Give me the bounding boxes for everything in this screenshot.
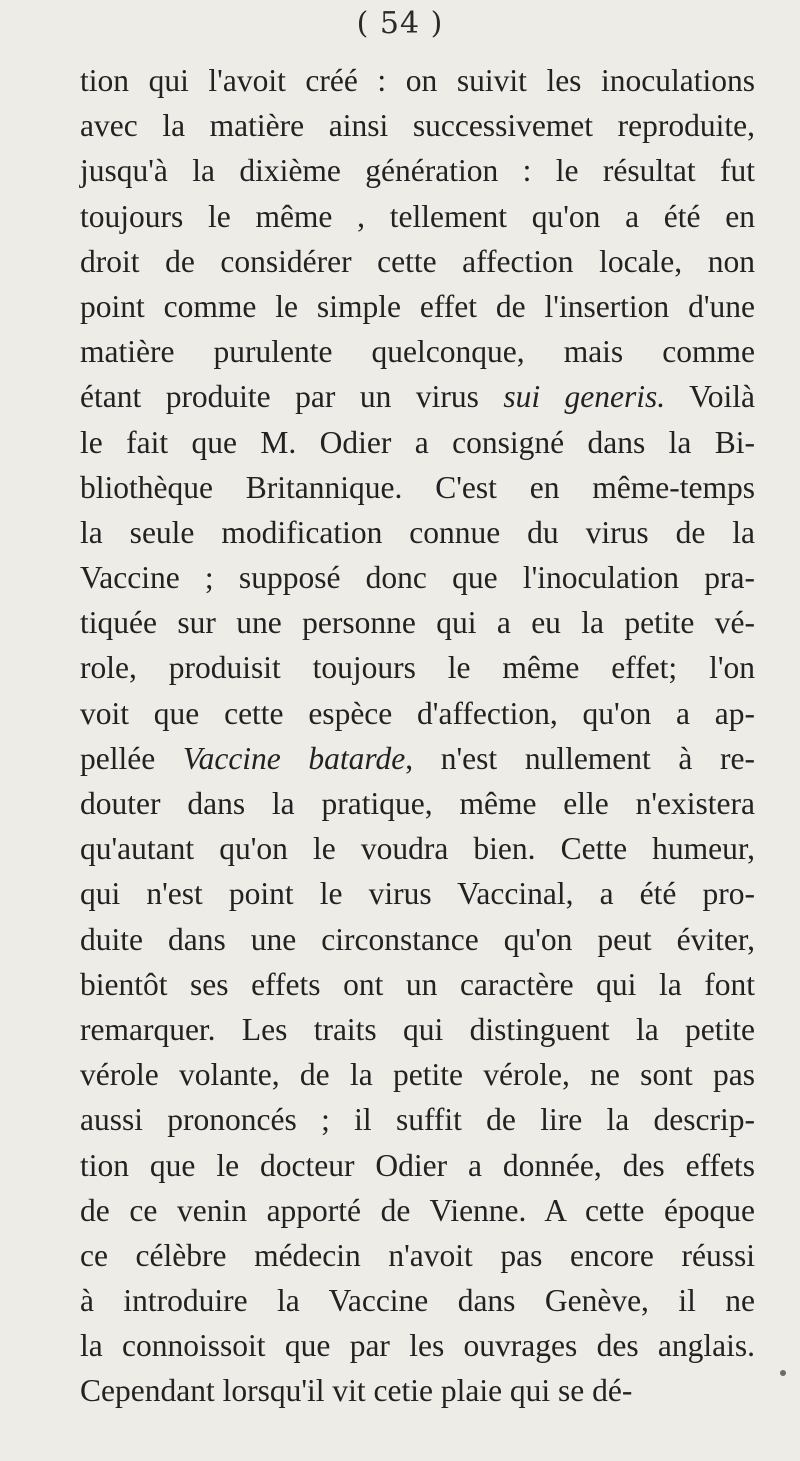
text-run: Voilà <box>665 379 756 415</box>
ink-spot <box>780 1370 786 1376</box>
text-line: la seule modification connue du virus de la <box>80 514 755 550</box>
text-line: droit de considérer cette affection locale, non <box>80 243 755 279</box>
text-line: aussi prononcés ; il suffit de lire la descrip- <box>80 1102 755 1138</box>
text-line: duite dans une circonstance qu'on peut éviter, <box>80 921 755 957</box>
text-line: vérole volante, de la petite vérole, ne sont pas <box>80 1057 755 1093</box>
text-line: tion que le docteur Odier a donnée, des effets <box>80 1147 755 1183</box>
text-line: voit que cette espèce d'affection, qu'on a ap- <box>80 695 755 731</box>
italic-term: sui generis. <box>503 379 666 415</box>
text-line: tiquée sur une personne qui a eu la petite vé- <box>80 605 755 641</box>
text-line: bientôt ses effets ont un caractère qui la font <box>80 966 755 1002</box>
text-line: Vaccine ; supposé donc que l'inoculation pra- <box>80 560 755 596</box>
text-line: douter dans la pratique, même elle n'existera <box>80 786 755 821</box>
text-line: role, produisit toujours le même effet; l'on <box>80 650 755 686</box>
text-line: de ce venin apporté de Vienne. A cette époque <box>80 1192 755 1228</box>
text-line: avec la matière ainsi successivemet reproduite, <box>80 108 755 144</box>
text-line: tion qui l'avoit créé : on suivit les inoculations <box>80 63 755 98</box>
text-run: , n'est nullement à re- <box>405 740 755 776</box>
text-run: étant produite par un virus <box>80 379 504 415</box>
text-line: ce célèbre médecin n'avoit pas encore réussi <box>80 1237 755 1273</box>
text-line: la connoissoit que par les ouvrages des anglais. <box>80 1328 755 1364</box>
body-text <box>80 58 755 1414</box>
text-line: qui n'est point le virus Vaccinal, a été pro- <box>80 876 755 912</box>
text-line <box>80 736 755 781</box>
text-line: le fait que M. Odier a consigné dans la Bi- <box>80 424 755 460</box>
text-line: point comme le simple effet de l'insertion d'une <box>80 288 755 324</box>
text-line: remarquer. Les traits qui distinguent la petite <box>80 1011 755 1047</box>
text-line: bliothèque Britannique. C'est en même-temps <box>80 469 755 505</box>
text-run: pellée <box>80 740 183 776</box>
page-number: ( 54 ) <box>356 6 444 41</box>
text-line <box>80 374 755 419</box>
text-line: toujours le même , tellement qu'on a été en <box>80 198 755 234</box>
text-line: matière purulente quelconque, mais comme <box>80 334 755 370</box>
italic-term: Vaccine batarde <box>182 740 406 776</box>
text-line: qu'autant qu'on le voudra bien. Cette humeur, <box>80 831 755 867</box>
text-line: jusqu'à la dixième génération : le résultat fut <box>80 153 755 189</box>
text-line: Cependant lorsqu'il vit cetie plaie qui se dé- <box>80 1373 633 1409</box>
text-line: à introduire la Vaccine dans Genève, il ne <box>80 1283 755 1319</box>
